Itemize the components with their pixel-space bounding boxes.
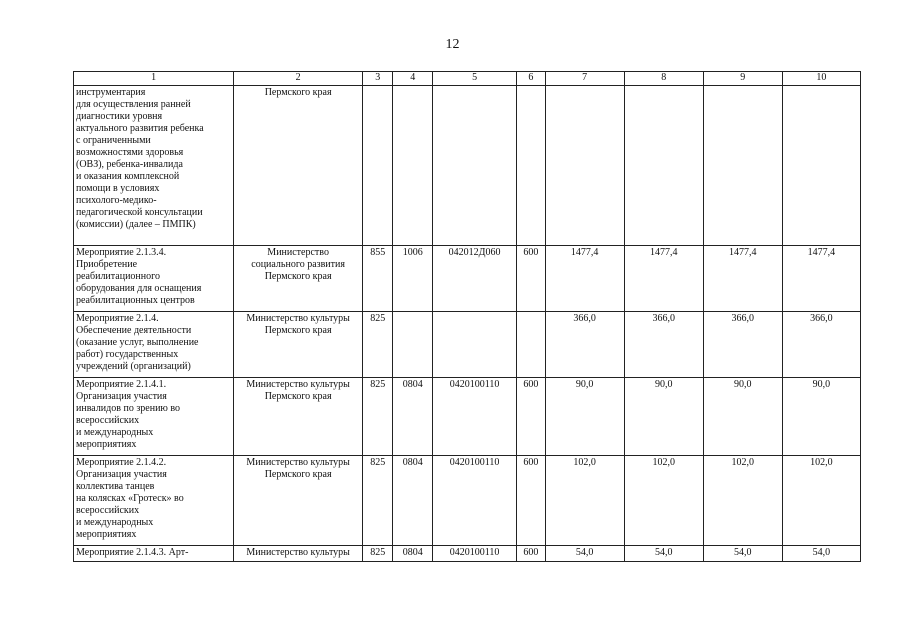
amount-cell: 1477,4 (703, 246, 782, 312)
column-header: 5 (433, 72, 517, 86)
amount-cell (782, 86, 860, 246)
amount-cell: 90,0 (545, 378, 624, 456)
amount-cell: 54,0 (782, 546, 860, 562)
grbs-code-cell: 825 (363, 378, 393, 456)
amount-cell: 366,0 (782, 312, 860, 378)
amount-cell (545, 86, 624, 246)
amount-cell: 1477,4 (782, 246, 860, 312)
amount-cell: 90,0 (782, 378, 860, 456)
amount-cell: 366,0 (624, 312, 703, 378)
amount-cell: 102,0 (545, 456, 624, 546)
target-article-cell (433, 312, 517, 378)
header-row (74, 72, 861, 86)
amount-cell: 54,0 (545, 546, 624, 562)
column-header: 7 (545, 72, 624, 86)
table-row (74, 312, 861, 378)
column-header: 1 (74, 72, 234, 86)
table-row (74, 378, 861, 456)
target-article-cell: 042012Д060 (433, 246, 517, 312)
amount-cell: 102,0 (703, 456, 782, 546)
page-number: 12 (445, 37, 460, 52)
executor-cell: Пермского края (234, 86, 363, 246)
column-header: 9 (703, 72, 782, 86)
executor-cell: Министерство культуры Пермского края (234, 456, 363, 546)
target-article-cell: 0420100110 (433, 456, 517, 546)
measure-name-cell: Мероприятие 2.1.4.3. Арт- (74, 546, 234, 562)
section-code-cell (393, 312, 433, 378)
table-row (74, 456, 861, 546)
amount-cell: 366,0 (703, 312, 782, 378)
measure-name-cell: Мероприятие 2.1.4. Обеспечение деятельности (оказание услуг, выполнение работ) государственных учреждений (организаций) (74, 312, 234, 378)
grbs-code-cell: 825 (363, 456, 393, 546)
amount-cell: 54,0 (624, 546, 703, 562)
column-header: 4 (393, 72, 433, 86)
table-row (74, 246, 861, 312)
expense-type-cell (517, 312, 545, 378)
measure-name-cell: Мероприятие 2.1.4.2. Организация участия коллектива танцев на колясках «Гротеск» во всероссийских и международных мероприятиях (74, 456, 234, 546)
target-article-cell (433, 86, 517, 246)
section-code-cell: 0804 (393, 546, 433, 562)
section-code-cell: 0804 (393, 456, 433, 546)
budget-table (73, 71, 861, 562)
expense-type-cell: 600 (517, 546, 545, 562)
measure-name-cell: Мероприятие 2.1.4.1. Организация участия инвалидов по зрению во всероссийских и международных мероприятиях (74, 378, 234, 456)
table-row (74, 86, 861, 246)
column-header: 2 (234, 72, 363, 86)
column-header: 8 (624, 72, 703, 86)
target-article-cell: 0420100110 (433, 378, 517, 456)
amount-cell: 366,0 (545, 312, 624, 378)
grbs-code-cell: 855 (363, 246, 393, 312)
grbs-code-cell (363, 86, 393, 246)
executor-cell: Министерство социального развития Пермского края (234, 246, 363, 312)
amount-cell: 90,0 (703, 378, 782, 456)
measure-name-cell: Мероприятие 2.1.3.4. Приобретение реабилитационного оборудования для оснащения реабилитационных центров (74, 246, 234, 312)
expense-type-cell: 600 (517, 378, 545, 456)
amount-cell: 1477,4 (545, 246, 624, 312)
expense-type-cell (517, 86, 545, 246)
amount-cell: 1477,4 (624, 246, 703, 312)
amount-cell (624, 86, 703, 246)
amount-cell: 90,0 (624, 378, 703, 456)
grbs-code-cell: 825 (363, 546, 393, 562)
executor-cell: Министерство культуры Пермского края (234, 378, 363, 456)
section-code-cell (393, 86, 433, 246)
expense-type-cell: 600 (517, 456, 545, 546)
column-header: 6 (517, 72, 545, 86)
executor-cell: Министерство культуры (234, 546, 363, 562)
amount-cell: 54,0 (703, 546, 782, 562)
amount-cell: 102,0 (782, 456, 860, 546)
grbs-code-cell: 825 (363, 312, 393, 378)
measure-name-cell: инструментария для осуществления ранней диагностики уровня актуального развития ребенка с ограниченными возможностями здоровья (ОВЗ), ребенка-инвалида и оказания комплексной помощи в условиях психолого-медико- педагогической консультации (комиссии) (далее – ПМПК) (74, 86, 234, 246)
executor-cell: Министерство культуры Пермского края (234, 312, 363, 378)
amount-cell: 102,0 (624, 456, 703, 546)
amount-cell (703, 86, 782, 246)
section-code-cell: 1006 (393, 246, 433, 312)
target-article-cell: 0420100110 (433, 546, 517, 562)
table-row (74, 546, 861, 562)
column-header: 10 (782, 72, 860, 86)
section-code-cell: 0804 (393, 378, 433, 456)
expense-type-cell: 600 (517, 246, 545, 312)
column-header: 3 (363, 72, 393, 86)
